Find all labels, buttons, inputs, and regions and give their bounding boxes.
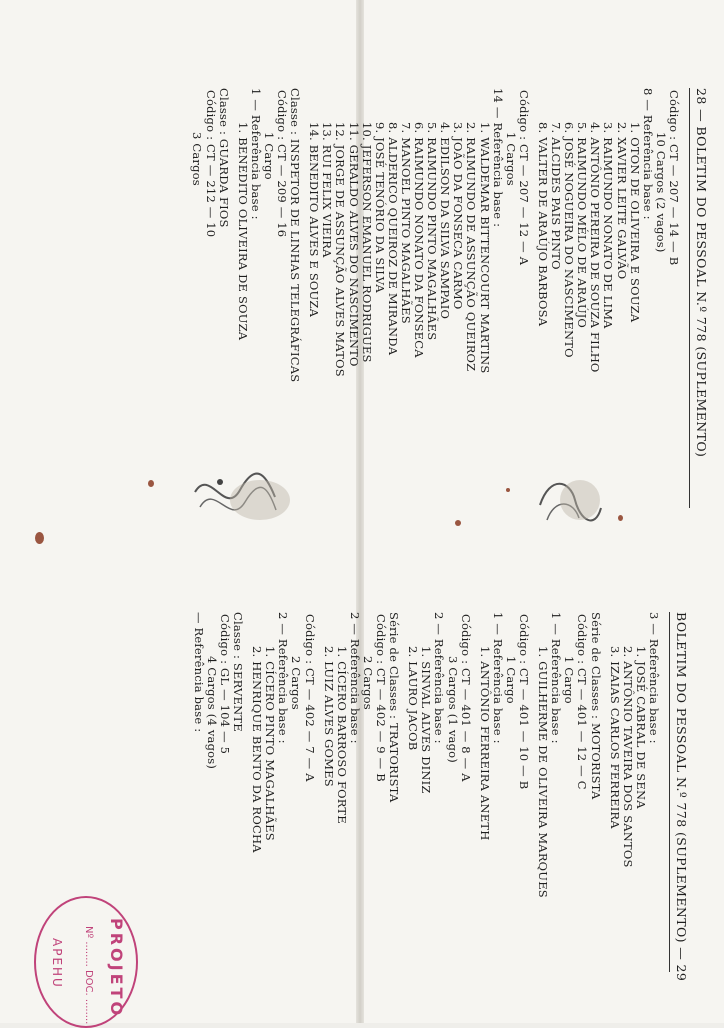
stamp-bottom: APEHU: [50, 938, 64, 989]
text-line: 1 Cargo: [504, 656, 518, 704]
text-line: 14 — Referência base :: [490, 88, 505, 228]
text-line: 11. GERALDO ALVES DO NASCIMENTO: [346, 122, 361, 367]
archive-stamp: [34, 896, 138, 1028]
text-line: 2. ANTÔNIO TAVEIRA DOS SANTOS: [620, 646, 635, 868]
text-line: Classe : INSPETOR DE LINHAS TELEGRÁFICAS: [288, 88, 303, 383]
rust-stain: [148, 480, 154, 487]
text-line: Série de Classes : TRATORISTA: [387, 612, 402, 803]
text-line: 14. BENEDITO ALVES E SOUZA: [307, 122, 322, 318]
text-line: 2 — Referência base :: [432, 612, 447, 744]
text-line: Código : CT — 402 — 7 — A: [302, 614, 317, 782]
text-line: 2 Cargos: [289, 656, 304, 710]
text-line: Código : CT — 207 — 12 — A: [516, 90, 531, 266]
text-line: 2 — Referência base :: [276, 612, 291, 744]
text-line: 6. JOSÉ NOGUEIRA DO NASCIMENTO: [562, 122, 577, 358]
text-line: 10. JEFERSON EMANUEL RODRIGUES: [359, 122, 374, 363]
right-page-header: BOLETIM DO PESSOAL N.º 778 (SUPLEMENTO) — 29: [674, 612, 689, 982]
text-line: 1 Cargo: [562, 656, 577, 704]
rust-stain: [35, 532, 44, 544]
stamp-title: PROJETO: [107, 918, 126, 1019]
text-line: 6. RAIMUNDO NONATO DA FONSECA: [412, 122, 427, 358]
text-line: 1 — Referência base :: [248, 88, 263, 220]
text-line: Código : CT — 212 — 10: [203, 90, 218, 238]
text-line: 2. LAURO JACOB: [406, 646, 421, 751]
text-line: 1. SINVAL ALVES DINIZ: [419, 646, 434, 794]
right-header-rule: [669, 612, 670, 972]
text-line: 8 — Referência base :: [640, 88, 655, 220]
text-line: 5. RAIMUNDO MÉLO DE ARAÚJO: [575, 122, 590, 329]
text-line: 1. OTON DE OLIVEIRA E SOUZA: [627, 122, 642, 323]
text-line: Código : GL — 104 — 5: [218, 614, 232, 755]
stamp-number: Nº ........ DOC. ........: [83, 926, 94, 1025]
text-line: 3. RAIMUNDO NONATO DE LIMA: [601, 122, 616, 329]
text-line: 1. WALDEMAR BITTENCOURT MARTINS: [477, 122, 492, 374]
left-page: [0, 0, 361, 1023]
text-line: 1. ANTÔNIO FERREIRA ANETH: [477, 646, 492, 841]
text-line: Código : CT — 207 — 14 — B: [667, 90, 681, 266]
left-header-rule: [689, 88, 690, 508]
text-line: 1. BENEDITO OLIVEIRA DE SOUZA: [235, 122, 250, 341]
text-line: 1 Cargo: [262, 132, 276, 180]
text-line: Código : CT — 401 — 12 — C: [575, 614, 590, 790]
text-line: 2 — Referência base :: [347, 612, 362, 744]
text-line: 4 Cargos (4 vagos): [204, 656, 219, 770]
text-line: 1. GUILHERME DE OLIVEIRA MARQUES: [536, 646, 551, 898]
text-line: 2. LUIZ ALVES GOMES: [321, 646, 336, 787]
smudge: [560, 480, 600, 520]
text-line: 2. RAIMUNDO DE ASSUNÇÃO QUEIROZ: [464, 122, 479, 372]
rust-stain: [618, 515, 623, 521]
smudge: [230, 480, 290, 520]
text-line: 1. JOSÉ CABRAL DE SENA: [633, 646, 648, 809]
text-line: 2. HENRIQUE BENTO DA ROCHA: [250, 646, 265, 853]
rust-stain: [455, 520, 461, 526]
text-line: 2 Cargos: [361, 656, 375, 710]
text-line: 10 Cargos (2 vagos): [653, 132, 668, 253]
text-line: Série de Classes : MOTORISTA: [588, 612, 603, 800]
text-line: 3 Cargos: [190, 132, 205, 186]
text-line: 3 Cargos (1 vago): [445, 656, 460, 763]
text-line: 8. VALTER DE ARAÚJO BARBOSA: [536, 122, 550, 327]
text-line: 4. EDILSON DA SILVA SAMPAIO: [438, 122, 453, 320]
text-line: 1 Cargos: [503, 132, 518, 186]
text-line: 3 — Referência base :: [647, 612, 661, 744]
text-line: 1. CÍCERO BARROSO FORTE: [334, 646, 349, 824]
text-line: 7. MANOEL PINTO MAGALHÃES: [399, 122, 413, 324]
text-line: 3. JOÃO DA FONSECA CARMO: [451, 122, 466, 310]
text-line: Classe : SERVENTE: [231, 612, 246, 732]
text-line: Código : CT — 401 — 8 — A: [458, 614, 473, 782]
text-line: 13. RUI FELIX VIEIRA: [320, 122, 335, 258]
text-line: 7. ALCIDES PAIS PINTO: [549, 122, 564, 270]
text-line: — Referência base :: [191, 612, 206, 733]
text-line: 9. JOSÉ TENÓRIO DA SILVA: [372, 122, 387, 293]
text-line: 1 — Referência base :: [490, 612, 505, 744]
text-line: 1 — Referência base :: [549, 612, 564, 744]
text-line: 1. CÍCERO PINTO MAGALHÃES: [263, 646, 278, 841]
text-line: Código : CT — 209 — 16: [275, 90, 290, 238]
left-page-header: 28 — BOLETIM DO PESSOAL N.º 778 (SUPLEMENTO): [694, 88, 709, 458]
text-line: 5. RAIMUNDO PINTO MAGALHÃES: [425, 122, 440, 341]
text-line: Código : CT — 401 — 10 — B: [517, 614, 532, 790]
text-line: 12. JORGE DE ASSUNÇÃO ALVES MATOS: [333, 122, 348, 377]
text-line: Código : CT — 402 — 9 — B: [374, 614, 389, 782]
rust-stain: [506, 488, 510, 492]
text-line: 8. ALDERICO QUEIROZ DE MIRANDA: [385, 122, 400, 356]
text-line: 4. ANTÔNIO PEREIRA DE SOUZA FILHO: [588, 122, 603, 373]
text-line: 3. IZAIAS CARLOS FERREIRA: [607, 646, 622, 829]
text-line: Classe : GUARDA FIOS: [216, 88, 231, 228]
text-line: 2. XAVIER LEITE GALVÃO: [614, 122, 629, 280]
